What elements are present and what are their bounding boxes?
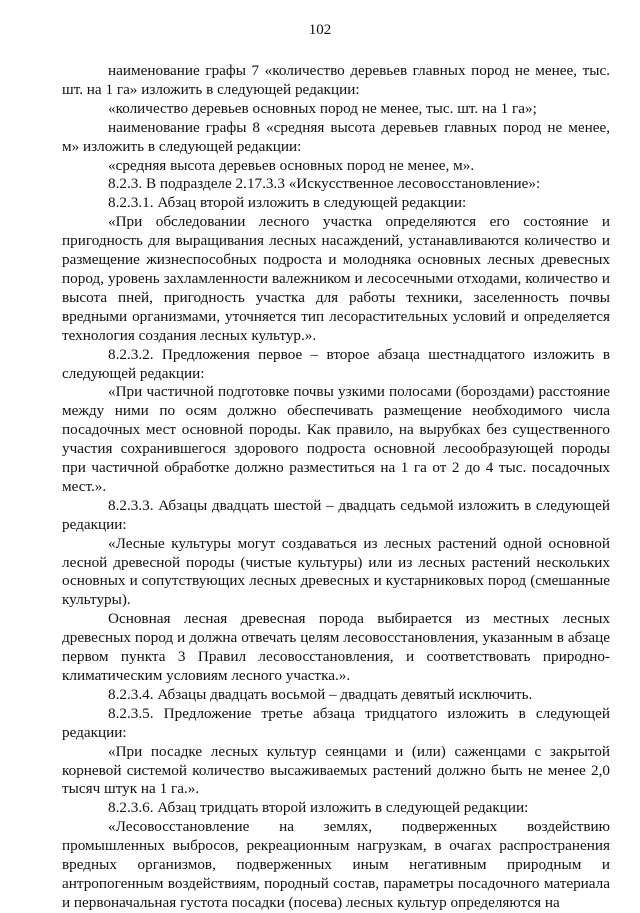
section-heading: 8.2.3. В подразделе 2.17.3.3 «Искусственное лесовосстановление»:: [108, 175, 541, 193]
page-number: 102: [308, 22, 332, 38]
paragraph: «При обследовании лесного участка определяются его состояние и пригодность для выращивания лесных насаждений, устанавливаются количество и размещение жизнеспособных подроста и молодняка основных лесных древесных пород, уровень захламленности валежником и лесосечными отходами, количество и высота пней, пригодность участка для работы техники, заселенность почвы вредными организмами, уточняется тип лесорастительных условий и определяется технология создания лесных культур.».: [62, 213, 610, 344]
paragraph: 8.2.3.2. Предложения первое – второе абзаца шестнадцатого изложить в следующей редакции:: [62, 345, 610, 382]
paragraph: 8.2.3.3. Абзацы двадцать шестой – двадцать седьмой изложить в следующей редакции:: [62, 496, 610, 533]
paragraph: 8.2.3.5. Предложение третье абзаца тридцатого изложить в следующей редакции:: [62, 704, 610, 741]
paragraph: 8.2.3.6. Абзац тридцать второй изложить в следующей редакции:: [108, 799, 529, 817]
paragraph: «При частичной подготовке почвы узкими полосами (бороздами) расстояние между ними по осям должно обеспечивать размещение необходимого числа посадочных мест основной породы. Как правило, на вырубках без существенного участия сохранившегося здорового подроста основной лесообразующей породы при частичной обработке должно разместиться на 1 га от 2 до 4 тыс. посадочных мест.».: [62, 383, 610, 495]
paragraph: «Лесные культуры могут создаваться из лесных растений одной основной лесной древесной породы (чистые культуры) или из лесных растений нескольких основных и сопутствующих лесных древесных и кустарниковых пород (смешанные культуры).: [62, 534, 610, 609]
paragraph: «Лесовосстановление на землях, подверженных воздействию промышленных выбросов, рекреационным нагрузкам, в очагах распространения вредных организмов, подверженных иным негативным природным и антропогенным воздействиям, породный состав, параметры посадочного материала и первоначальная густота посадки (посева) лесных культур определяются на: [62, 818, 610, 911]
paragraph: 8.2.3.4. Абзацы двадцать восьмой – двадцать девятый исключить.: [108, 685, 533, 703]
paragraph: «При посадке лесных культур сеянцами и (или) саженцами с закрытой корневой системой количество высаживаемых растений должно быть не менее 2,0 тысяч штук на 1 га.».: [62, 742, 610, 798]
paragraph: наименование графы 7 «количество деревьев главных пород не менее, тыс. шт. на 1 га» изложить в следующей редакции:: [62, 62, 610, 98]
document-body: [62, 62, 610, 913]
paragraph: наименование графы 8 «средняя высота деревьев главных пород не менее, м» изложить в следующей редакции:: [62, 118, 610, 155]
paragraph: Основная лесная древесная порода выбирается из местных лесных древесных пород и должна отвечать целям лесовосстановления, указанным в абзаце первом пункта 3 Правил лесовосстановления, и соответствовать природно-климатическим условиям лесного участка.».: [62, 610, 610, 684]
paragraph: «средняя высота деревьев основных пород не менее, м».: [108, 156, 475, 174]
paragraph: 8.2.3.1. Абзац второй изложить в следующей редакции:: [108, 194, 467, 212]
paragraph: «количество деревьев основных пород не менее, тыс. шт. на 1 га»;: [108, 99, 537, 117]
